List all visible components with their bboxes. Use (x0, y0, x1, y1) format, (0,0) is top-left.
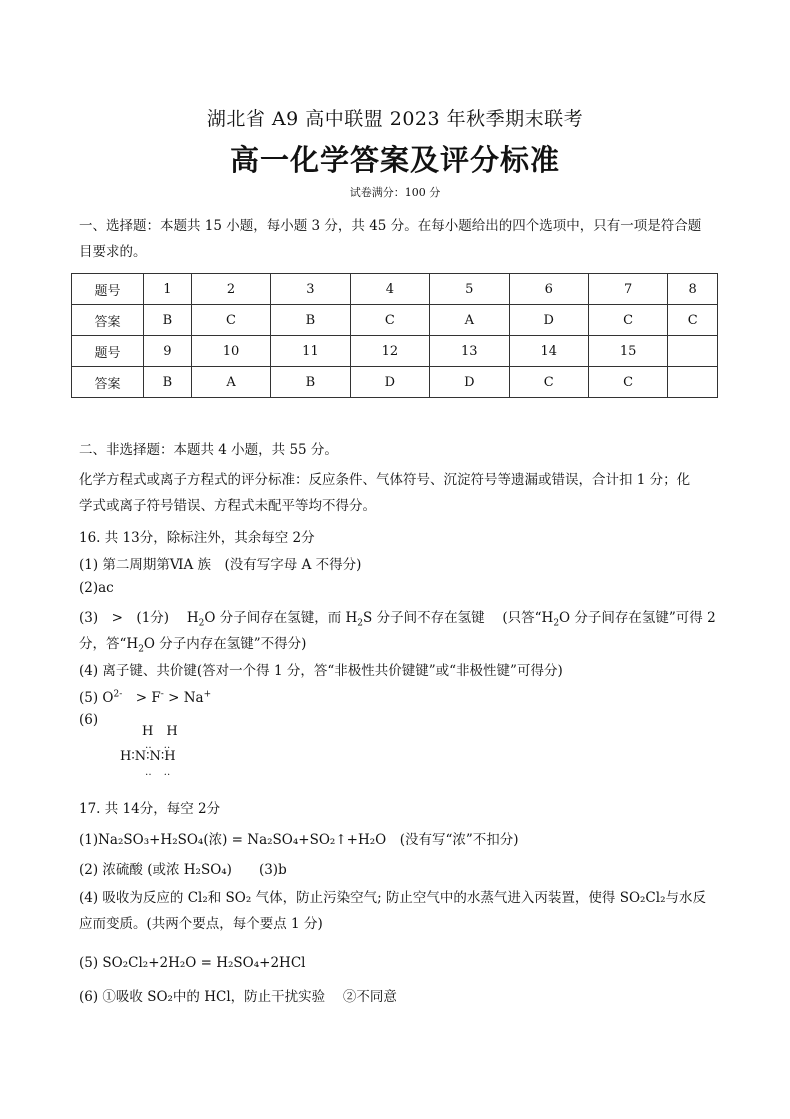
table-cell: D (509, 305, 588, 336)
superscript: 2- (113, 689, 123, 700)
choice-answer-table (71, 273, 718, 398)
q16-heading: 16. 共 13分，除标注外，其余每空 2分 (79, 530, 315, 546)
table-cell: D (430, 367, 509, 398)
q17-answer-1: (1)Na₂SO₃+H₂SO₄(浓) = Na₂SO₄+SO₂↑+H₂O (没有写“浓”不扣分) (79, 832, 519, 848)
subscript: 2 (198, 618, 205, 629)
scoring-rules (79, 467, 719, 519)
lewis-top-hydrogens: H H (142, 724, 178, 739)
superscript: - (160, 689, 164, 700)
text-run: 分，答“H (79, 636, 139, 652)
table-cell: 4 (350, 274, 429, 305)
q16-answer-4: (4) 离子键、共价键(答对一个得 1 分，答“非极性共价键键”或“非极性键”可得分) (79, 663, 563, 679)
row-label-question: 题号 (72, 274, 144, 305)
table-cell: 15 (588, 336, 667, 367)
text-run: O 分子间存在氢键”可得 2 (559, 610, 716, 626)
text-run: O 分子间存在氢键，而 H (204, 610, 358, 626)
section2-heading: 二、非选择题：本题共 4 小题，共 55 分。 (79, 442, 338, 458)
table-cell (668, 367, 718, 398)
text-run: (3) > (1分) H (79, 610, 199, 626)
table-cell: 12 (350, 336, 429, 367)
row-label-question: 题号 (72, 336, 144, 367)
q17-heading: 17. 共 14分，每空 2分 (79, 801, 221, 817)
subscript: 2 (357, 618, 364, 629)
q16-answer-3-line1 (79, 606, 716, 629)
row-label-answer: 答案 (72, 367, 144, 398)
table-cell: C (509, 367, 588, 398)
table-cell: 5 (430, 274, 509, 305)
table-row (72, 305, 718, 336)
table-cell: D (350, 367, 429, 398)
table-cell: 13 (430, 336, 509, 367)
text-run: > Na (163, 690, 204, 706)
table-row (72, 274, 718, 305)
section1-intro-line1: 一、选择题：本题共 15 小题，每小题 3 分，共 45 分。在每小题给出的四个选项中，只有一项是符合题 (79, 218, 702, 234)
subscript: 2 (138, 644, 144, 655)
lone-pair-dots-bottom: ‥ ‥ (145, 767, 172, 778)
table-row (72, 336, 718, 367)
row-label-answer: 答案 (72, 305, 144, 336)
table-cell: C (588, 367, 667, 398)
q17-answer-5: (5) SO₂Cl₂+2H₂O = H₂SO₄+2HCl (79, 955, 306, 971)
table-cell: A (430, 305, 509, 336)
q17-answer-6: (6) ①吸收 SO₂中的 HCl，防止干扰实验 ②不同意 (79, 989, 397, 1005)
table-cell (668, 336, 718, 367)
scoring-rules-line1: 化学方程式或离子方程式的评分标准：反应条件、气体符号、沉淀符号等遗漏或错误，合计扣 1 分；化 (79, 472, 691, 488)
q16-answer-3-line2 (79, 632, 307, 655)
q17-answer-4-line2: 应而变质。(共两个要点，每个要点 1 分) (79, 916, 323, 932)
table-cell: B (271, 305, 350, 336)
text-run: S 分子间不存在氢键 (只答“H (363, 610, 554, 626)
table-cell: 6 (509, 274, 588, 305)
table-cell: A (191, 367, 270, 398)
table-cell: 3 (271, 274, 350, 305)
q17-answer-4-line1: (4) 吸收为反应的 Cl₂和 SO₂ 气体，防止污染空气; 防止空气中的水蒸气进入丙装置，使得 SO₂Cl₂与水反 (79, 890, 706, 906)
table-row (72, 367, 718, 398)
scoring-rules-line2: 学式或离子符号错误、方程式未配平等均不得分。 (79, 498, 376, 514)
page-title: 高一化学答案及评分标准 (229, 143, 560, 177)
q17-answer-4 (79, 885, 719, 937)
q16-answer-1: (1) 第二周期第ⅥA 族 (没有写字母 A 不得分) (79, 557, 362, 573)
table-cell: 7 (588, 274, 667, 305)
table-cell: C (350, 305, 429, 336)
table-cell: 9 (144, 336, 192, 367)
lone-pair-dots-top: ‥ ‥ (145, 740, 172, 751)
text-run: (5) O (79, 690, 114, 706)
table-cell: 8 (668, 274, 718, 305)
text-run: > F (122, 690, 161, 706)
table-cell: B (144, 367, 192, 398)
table-cell: 11 (271, 336, 350, 367)
superscript: + (203, 689, 212, 700)
table-cell: B (144, 305, 192, 336)
q16-answer-5 (79, 686, 211, 706)
table-cell: 14 (509, 336, 588, 367)
table-cell: B (271, 367, 350, 398)
table-cell: C (588, 305, 667, 336)
table-cell: 10 (191, 336, 270, 367)
subscript: 2 (553, 618, 560, 629)
table-cell: 2 (191, 274, 270, 305)
exam-title: 湖北省 A9 高中联盟 2023 年秋季期末联考 (206, 108, 584, 130)
table-cell: 1 (144, 274, 192, 305)
section1-intro-line2: 目要求的。 (79, 244, 147, 260)
section1-intro (79, 213, 719, 265)
full-score-note: 试卷满分：100 分 (349, 186, 441, 199)
table-cell: C (668, 305, 718, 336)
lewis-main-chain: H∶N∶N∶H (120, 749, 176, 764)
q16-answer-2: (2)ac (79, 580, 114, 596)
table-cell: C (191, 305, 270, 336)
q17-answer-2-3: (2) 浓硫酸 (或浓 H₂SO₄) (3)b (79, 862, 287, 878)
text-run: O 分子内存在氢键”不得分) (143, 636, 307, 652)
q16-answer-6-label: (6) (79, 712, 99, 728)
